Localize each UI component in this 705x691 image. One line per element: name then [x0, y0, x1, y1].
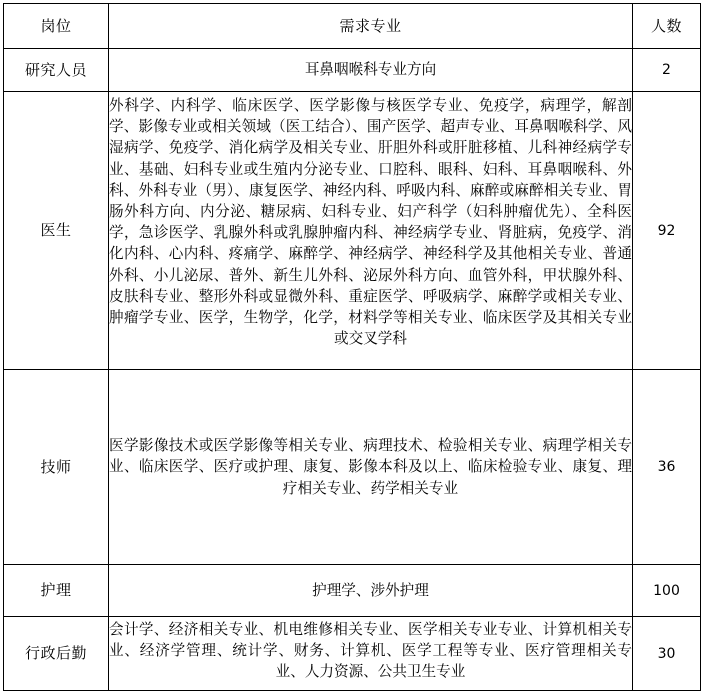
cell-post-nursing: 护理 — [4, 565, 109, 617]
cell-major-nursing: 护理学、涉外护理 — [109, 565, 633, 617]
table-row — [4, 370, 701, 565]
column-header-post: 岗位 — [4, 4, 109, 49]
column-header-count: 人数 — [633, 4, 701, 49]
table-body — [4, 49, 701, 691]
cell-post-doctor: 医生 — [4, 92, 109, 370]
cell-major-doctor: 外科学、内科学、临床医学、医学影像与核医学专业、免疫学，病理学，解剖学、影像专业或相关领域（医工结合）、围产医学、超声专业、耳鼻咽喉科学、风湿病学、免疫学、消化病学及相关专业、肝胆外科或肝脏移植、儿科神经病学专业、基础、妇科专业或生殖内分泌专业、口腔科、眼科、妇科、耳鼻咽喉科、外科、外科专业（男）、康复医学、神经内科、呼吸内科、麻醉或麻醉相关专业、胃肠外科方向、内分泌、糖尿病、妇科专业、妇产科学（妇科肿瘤优先）、全科医学，急诊医学、乳腺外科或乳腺肿瘤内科、神经病学专业、肾脏病，免疫学、消化内科、心内科、疼痛学、麻醉学、神经病学、神经科学及其他相关专业、普通外科、小儿泌尿、普外、新生儿外科、泌尿外科方向、血管外科，甲状腺外科、皮肤科专业、整形外科或显微外科、重症医学、呼吸病学、麻醉学或相关专业、肿瘤学专业、医学，生物学，化学，材料学等相关专业、临床医学及其相关专业或交叉学科 — [109, 92, 633, 370]
job-requirements-table — [3, 3, 701, 691]
cell-count-nursing: 100 — [633, 565, 701, 617]
cell-major-technician: 医学影像技术或医学影像等相关专业、病理技术、检验相关专业、病理学相关专业、临床医学、医疗或护理、康复、影像本科及以上、临床检验专业、康复、理疗相关专业、药学相关专业 — [109, 370, 633, 565]
table-row — [4, 92, 701, 370]
cell-major-admin: 会计学、经济相关专业、机电维修相关专业、医学相关专业专业、计算机相关专业、经济学管理、统计学、财务、计算机、医学工程等专业、医疗管理相关专业、人力资源、公共卫生专业 — [109, 617, 633, 691]
table-header — [4, 4, 701, 49]
cell-count-technician: 36 — [633, 370, 701, 565]
cell-major-researcher: 耳鼻咽喉科专业方向 — [109, 49, 633, 92]
table-header-row — [4, 4, 701, 49]
table-row — [4, 49, 701, 92]
table-row — [4, 565, 701, 617]
cell-count-researcher: 2 — [633, 49, 701, 92]
cell-post-admin: 行政后勤 — [4, 617, 109, 691]
cell-count-admin: 30 — [633, 617, 701, 691]
cell-post-researcher: 研究人员 — [4, 49, 109, 92]
column-header-major: 需求专业 — [109, 4, 633, 49]
cell-post-technician: 技师 — [4, 370, 109, 565]
cell-count-doctor: 92 — [633, 92, 701, 370]
table-row — [4, 617, 701, 691]
